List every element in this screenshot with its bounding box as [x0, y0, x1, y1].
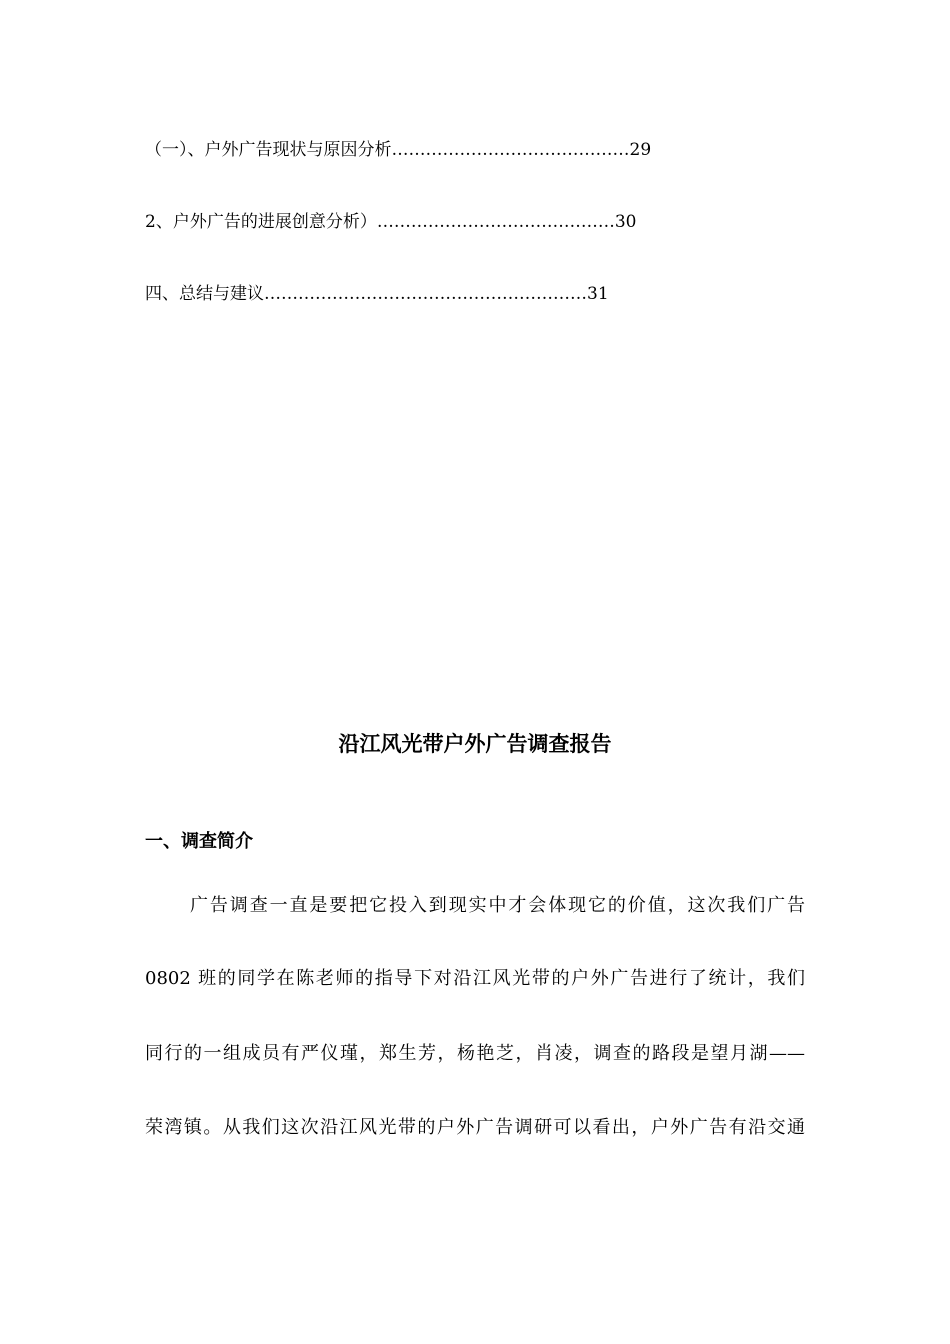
report-title: 沿江风光带户外广告调查报告	[338, 731, 612, 756]
toc-entry-current-status-analysis: （一）、户外广告现状与原因分析……………………………………29	[145, 140, 652, 160]
paragraph-line: 同行的一组成员有严仪瑾，郑生芳，杨艳芝，肖凌，调查的路段是望月湖——	[145, 1043, 805, 1064]
toc-entry-summary: 四、总结与建议…………………………………………………31	[145, 284, 609, 304]
paragraph-line: 0802 班的同学在陈老师的指导下对沿江风光带的户外广告进行了统计，我们	[145, 968, 805, 989]
paragraph-line: 荣湾镇。从我们这次沿江风光带的户外广告调研可以看出，户外广告有沿交通	[145, 1117, 805, 1138]
section-heading-survey-intro: 一、调查简介	[145, 831, 253, 852]
toc-entry-creative-analysis: 2、户外广告的进展创意分析）……………………………………30	[145, 212, 637, 232]
paragraph-line: 广告调查一直是要把它投入到现实中才会体现它的价值，这次我们广告	[190, 895, 805, 916]
